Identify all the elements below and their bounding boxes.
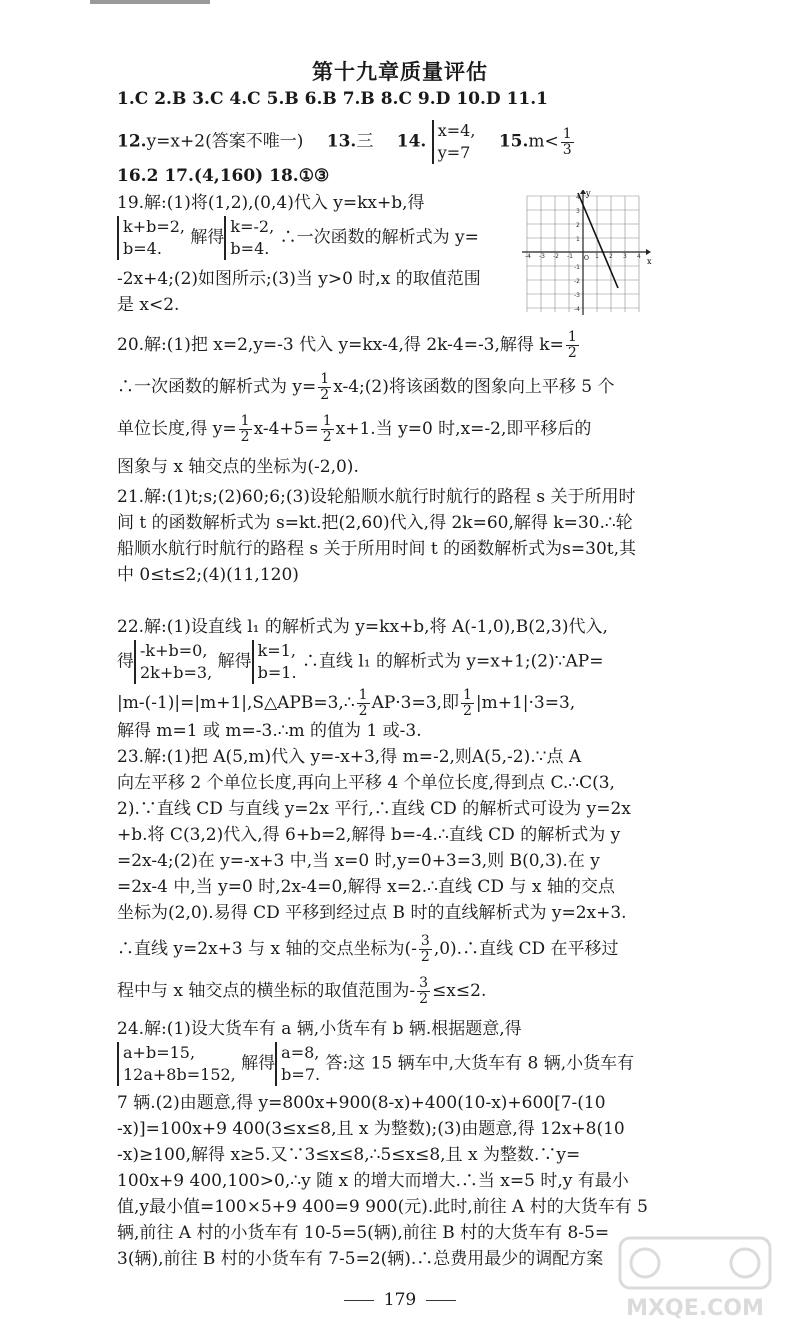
watermark-logo bbox=[600, 1230, 790, 1325]
q19-line4: 是 x<2. bbox=[117, 295, 180, 315]
svg-text:-1: -1 bbox=[567, 253, 573, 260]
y-tick-labels bbox=[574, 194, 580, 313]
y-axis-label: y bbox=[586, 190, 591, 198]
q24-line6: 100x+9 400,100>0,∴y 随 x 的增大而增大.∴当 x=5 时,y 有最小 bbox=[117, 1171, 629, 1191]
q19-system: k+b=2, b=4. bbox=[117, 216, 185, 260]
line-y-eq--2x-plus-4 bbox=[578, 193, 618, 288]
q13-answer: 三 bbox=[356, 131, 374, 152]
q15-answer: m< bbox=[528, 131, 559, 152]
q20-line2: ∴一次函数的解析式为 y= $\frac{1}{2}$ x-4;(2)将该函数的图象向上平移 5 个 bbox=[117, 371, 615, 403]
q12-number: 12. bbox=[117, 131, 147, 152]
q23-line3: 2).∵直线 CD 与直线 y=2x 平行,∴直线 CD 的解析式可设为 y=2x bbox=[117, 799, 631, 819]
q15-number: 15. bbox=[498, 131, 529, 152]
q23-line7: 坐标为(2,0).易得 CD 平移到经过点 B 时的直线解析式为 y=2x+3. bbox=[117, 903, 627, 923]
q24-line8: 辆,前往 A 村的小货车有 10-5=5(辆),前往 B 村的大货车有 8-5= bbox=[117, 1223, 610, 1243]
q19-line2: k+b=2, b=4. 解得 k=-2, b=4. ∴一次函数的解析式为 y= bbox=[117, 216, 517, 266]
q22-line1: 22.解:(1)设直线 l₁ 的解析式为 y=kx+b,将 A(-1,0),B(2,3)代入, bbox=[117, 617, 608, 637]
watermark-text: MXQE.COM bbox=[626, 1296, 764, 1321]
q23-line9: 程中与 x 轴交点的横坐标的取值范围为- $\frac{3}{2}$ ≤x≤2. bbox=[117, 975, 487, 1007]
q24-line9: 3(辆),前往 B 村的小货车有 7-5=2(辆).∴总费用最少的调配方案 bbox=[117, 1249, 604, 1269]
q24-line4: -x)]=100x+9 400(3≤x≤8,且 x 为整数);(3)由题意,得 12x+8(10 bbox=[117, 1119, 625, 1139]
q24-line2: a+b=15, 12a+8b=152, 解得 a=8, b=7. 答:这 15 辆车中,大货车有 8 辆,小货车有 bbox=[117, 1042, 777, 1088]
q24-line1: 24.解:(1)设大货车有 a 辆,小货车有 b 辆.根据题意,得 bbox=[117, 1019, 522, 1039]
svg-text:1: 1 bbox=[576, 236, 580, 243]
x-axis-label: x bbox=[647, 257, 652, 266]
q24-line5: -x)≥100,解得 x≥5.又∵3≤x≤8,∴5≤x≤8,且 x 为整数.∵y= bbox=[117, 1145, 581, 1165]
top-edge-mark bbox=[90, 0, 210, 4]
svg-text:-3: -3 bbox=[574, 292, 580, 299]
q21-line1: 21.解:(1)t;s;(2)60;6;(3)设轮船顺水航行时航行的路程 s 关于所用时 bbox=[117, 487, 636, 507]
page-title: 第十九章质量评估 bbox=[312, 59, 488, 84]
q19-line3: -2x+4;(2)如图所示;(3)当 y>0 时,x 的取值范围 bbox=[117, 269, 481, 289]
q24-line7: 值,y最小值=100×5+9 400=9 900(元).此时,前往 A 村的大货车有 5 bbox=[117, 1197, 648, 1217]
answers-16-18: 16.2 17.(4,160) 18.①③ bbox=[117, 166, 330, 186]
q22-line2: 得 -k+b=0, 2k+b=3, 解得 k=1, b=1. ∴直线 l₁ 的解析式为 y=x+1;(2)∵AP= bbox=[117, 641, 604, 682]
q22-line3: |m-(-1)|=|m+1|,S△APB=3,∴ $\frac{1}{2}$ AP·3=3,即 $\frac{1}{2}$ |m+1|·3=3, bbox=[117, 687, 576, 719]
svg-text:-2: -2 bbox=[574, 278, 580, 285]
svg-text:-1: -1 bbox=[574, 264, 580, 271]
page-number: 179 bbox=[383, 1290, 417, 1310]
q14-number: 14. bbox=[396, 131, 427, 152]
q12-answer: y=x+2(答案不唯一) bbox=[146, 131, 304, 152]
q21-line4: 中 0≤t≤2;(4)(11,120) bbox=[117, 565, 299, 585]
svg-text:4: 4 bbox=[637, 253, 641, 260]
q21-line2: 间 t 的函数解析式为 s=kt.把(2,60)代入,得 2k=60,解得 k=30.∴轮 bbox=[117, 513, 633, 533]
svg-text:-3: -3 bbox=[539, 253, 545, 260]
svg-text:1: 1 bbox=[595, 253, 599, 260]
q23-line1: 23.解:(1)把 A(5,m)代入 y=-x+3,得 m=-2,则A(5,-2).∵点 A bbox=[117, 747, 582, 767]
q15-fraction: $\frac{1}{3}$ bbox=[562, 125, 572, 158]
q13-number: 13. bbox=[326, 131, 357, 152]
q23-line2: 向左平移 2 个单位长度,再向上平移 4 个单位长度,得到点 C.∴C(3, bbox=[117, 773, 615, 793]
q14-system: x=4, y=7 bbox=[432, 120, 476, 164]
fill-answers-row bbox=[117, 120, 777, 160]
q20-line3: 单位长度,得 y= $\frac{1}{2}$ x-4+5= $\frac{1}{2}$ x+1.当 y=0 时,x=-2,即平移后的 bbox=[117, 413, 592, 445]
function-graph bbox=[522, 190, 652, 318]
q23-line6: =2x-4 中,当 y=0 时,2x-4=0,解得 x=2.∴直线 CD 与 x 轴的交点 bbox=[117, 877, 615, 897]
q21-line3: 船顺水航行时航行的路程 s 关于所用时间 t 的函数解析式为s=30t,其 bbox=[117, 539, 637, 559]
q23-line5: =2x-4;(2)在 y=-x+3 中,当 x=0 时,y=0+3=3,则 B(0,3).在 y bbox=[117, 851, 600, 871]
q24-line3: 7 辆.(2)由题意,得 y=800x+900(8-x)+400(10-x)+600[7-(10 bbox=[117, 1093, 606, 1113]
q23-line4: +b.将 C(3,2)代入,得 6+b=2,解得 b=-4.∴直线 CD 的解析式为 y bbox=[117, 825, 621, 845]
svg-text:-4: -4 bbox=[574, 306, 580, 313]
q20-line1: 20.解:(1)把 x=2,y=-3 代入 y=kx-4,得 2k-4=-3,解得 k= $\frac{1}{2}$ bbox=[117, 329, 577, 361]
svg-text:3: 3 bbox=[623, 253, 627, 260]
q22-line4: 解得 m=1 或 m=-3.∴m 的值为 1 或-3. bbox=[117, 721, 422, 741]
choice-answers: 1.C 2.B 3.C 4.C 5.B 6.B 7.B 8.C 9.D 10.D 11.1 bbox=[117, 89, 548, 109]
svg-text:-4: -4 bbox=[525, 253, 531, 260]
q19-line1: 19.解:(1)将(1,2),(0,4)代入 y=kx+b,得 bbox=[117, 193, 425, 213]
origin-label: O bbox=[584, 255, 589, 262]
svg-text:3: 3 bbox=[576, 208, 580, 215]
q19-solution: k=-2, b=4. bbox=[224, 216, 274, 260]
svg-text:2: 2 bbox=[609, 253, 613, 260]
svg-text:-2: -2 bbox=[553, 253, 559, 260]
q23-line8: ∴直线 y=2x+3 与 x 轴的交点坐标为(- $\frac{3}{2}$ ,0).∴直线 CD 在平移过 bbox=[117, 933, 619, 965]
svg-text:4: 4 bbox=[576, 194, 580, 201]
q20-line4: 图象与 x 轴交点的坐标为(-2,0). bbox=[117, 457, 359, 477]
svg-text:2: 2 bbox=[576, 222, 580, 229]
